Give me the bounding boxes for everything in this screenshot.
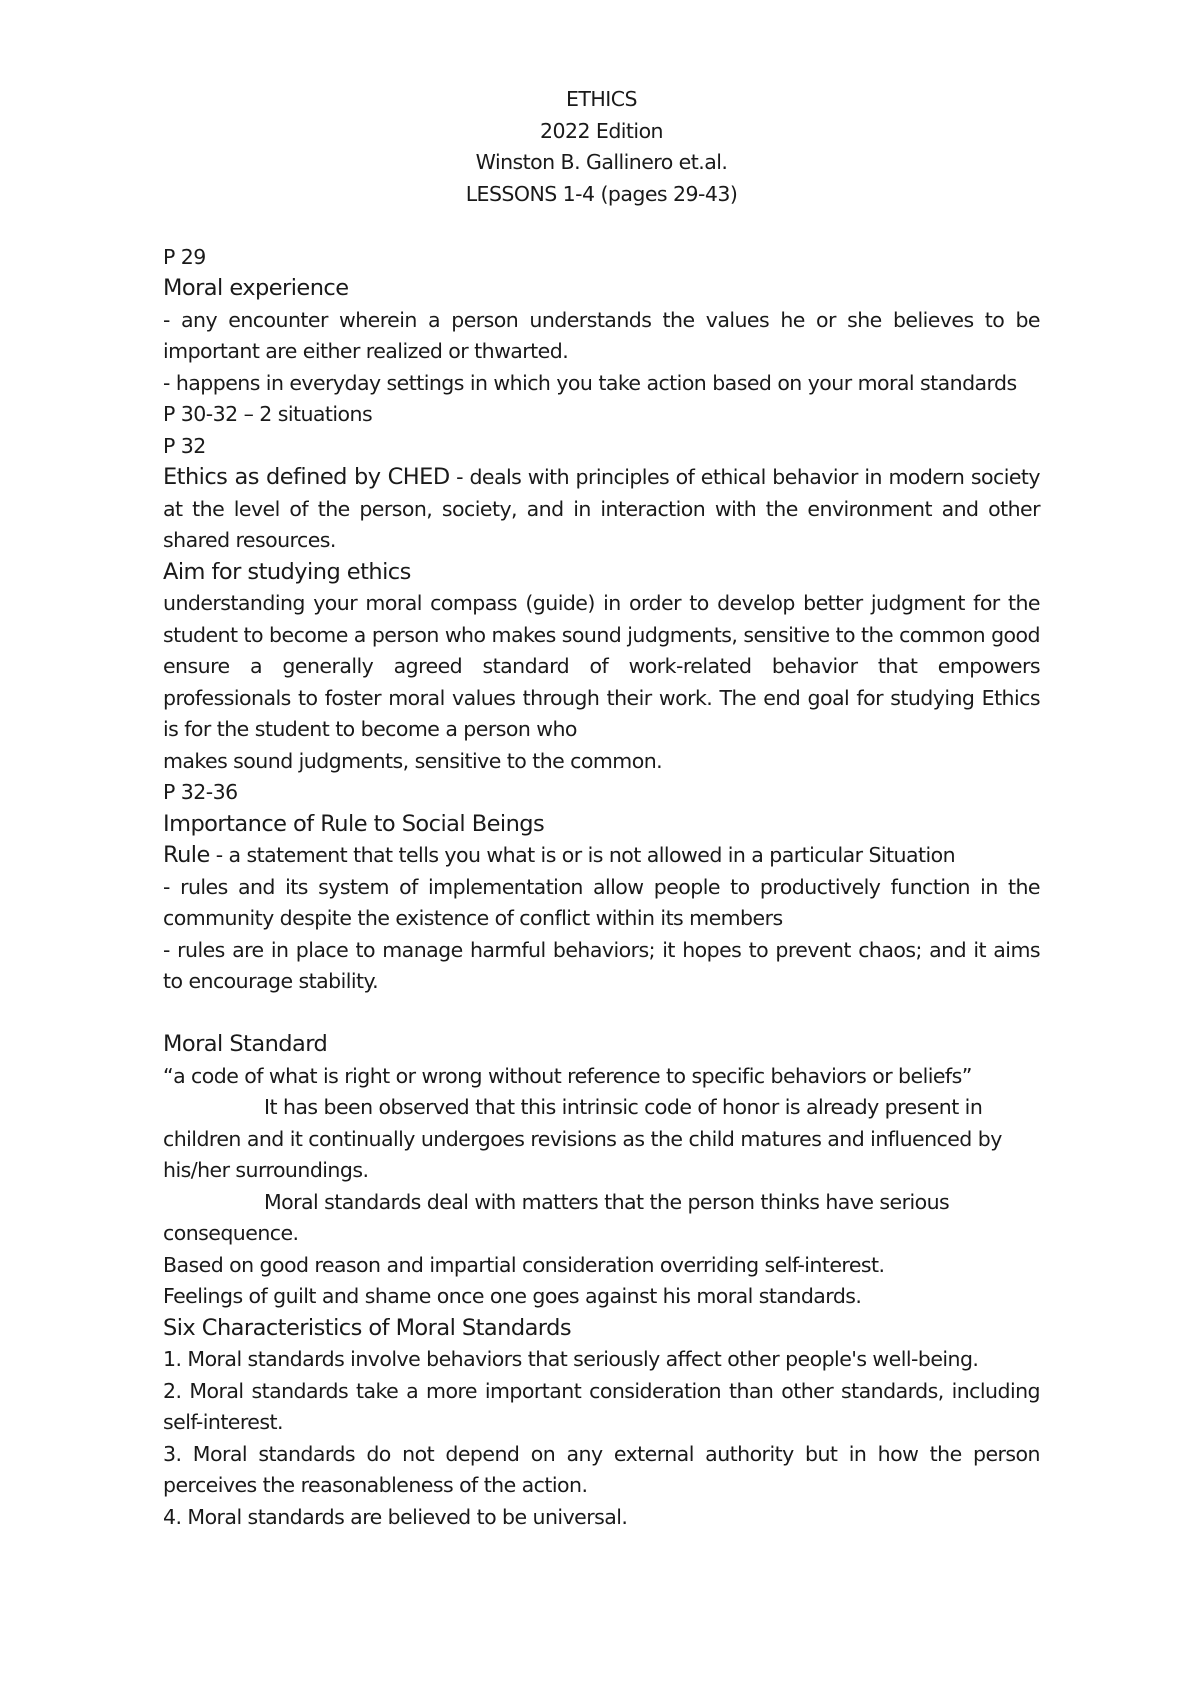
moral-experience-heading: Moral experience (163, 275, 349, 301)
doc-author: Winston B. Gallinero et.al. (475, 150, 728, 174)
rule-def-text: - a statement that tells you what is or is not allowed in a particular Situation (209, 843, 956, 867)
moral-standard-heading: Moral Standard (163, 1031, 328, 1057)
moral-standard-line-3: Based on good reason and impartial consideration overriding self-interest. (163, 1252, 885, 1277)
characteristic-item: 4. Moral standards are believed to be universal. (163, 1504, 628, 1529)
ethics-ched-text: - deals with principles of ethical behavior in modern society at the level of the person, society, and in interaction with the environment and other shared resources. (163, 465, 1040, 552)
aim-heading: Aim for studying ethics (163, 558, 411, 585)
rule-term: Rule (163, 842, 210, 868)
moral-experience-line-2: - happens in everyday settings in which you take action based on your moral standards (163, 370, 1017, 395)
moral-standard-para-1: It has been observed that this intrinsic code of honor is already present in children and it continually undergoes revisions as the child matures and influenced by his/her surroundings. (163, 1095, 1002, 1182)
moral-standard-para-2: Moral standards deal with matters that the person thinks have serious consequence. (163, 1189, 950, 1245)
document-page (163, 84, 1040, 1533)
moral-standard-quote: “a code of what is right or wrong without reference to specific behaviors or beliefs” (163, 1063, 972, 1088)
rules-heading: Importance of Rule to Social Beings (163, 810, 545, 837)
spacer (163, 998, 1040, 1030)
rule-definition (163, 840, 1040, 872)
spacer (163, 210, 1040, 242)
ethics-ched-paragraph (163, 462, 1040, 557)
characteristic-item: 2. Moral standards take a more important consideration than other standards, including self-interest. (163, 1378, 1040, 1434)
doc-header (163, 84, 1040, 210)
doc-edition: 2022 Edition (539, 118, 664, 143)
characteristic-item: 3. Moral standards do not depend on any external authority but in how the person perceives the reasonableness of the action. (163, 1441, 1040, 1497)
aim-text-2: makes sound judgments, sensitive to the common. (163, 748, 663, 773)
page-ref-30-32: P 30-32 – 2 situations (163, 402, 373, 426)
rules-line-1: - rules and its system of implementation allow people to productively function in the community despite the existence of conflict within its members (163, 874, 1040, 930)
page-ref-29: P 29 (163, 244, 206, 269)
page-ref-32: P 32 (163, 433, 206, 458)
doc-title: ETHICS (566, 87, 637, 111)
six-characteristics-heading: Six Characteristics of Moral Standards (163, 1314, 572, 1341)
characteristic-item: 1. Moral standards involve behaviors that seriously affect other people's well-being. (163, 1347, 979, 1371)
page-ref-32-36: P 32-36 (163, 780, 238, 804)
rules-line-2: - rules are in place to manage harmful behaviors; it hopes to prevent chaos; and it aims to encourage stability. (163, 937, 1040, 993)
ethics-ched-term: Ethics as defined by CHED (163, 464, 450, 490)
moral-experience-line-1: - any encounter wherein a person understands the values he or she believes to be important are either realized or thwarted. (163, 307, 1040, 363)
moral-standard-line-4: Feelings of guilt and shame once one goes against his moral standards. (163, 1284, 862, 1308)
aim-text: understanding your moral compass (guide) in order to develop better judgment for the student to become a person who makes sound judgments, sensitive to the common good ensure a generally agreed standard of work-related behavior that empowers professionals to foster moral values through their work. The end goal for studying Ethics is for the student to become a person who (163, 591, 1040, 741)
doc-lessons: LESSONS 1-4 (pages 29-43) (465, 181, 738, 206)
